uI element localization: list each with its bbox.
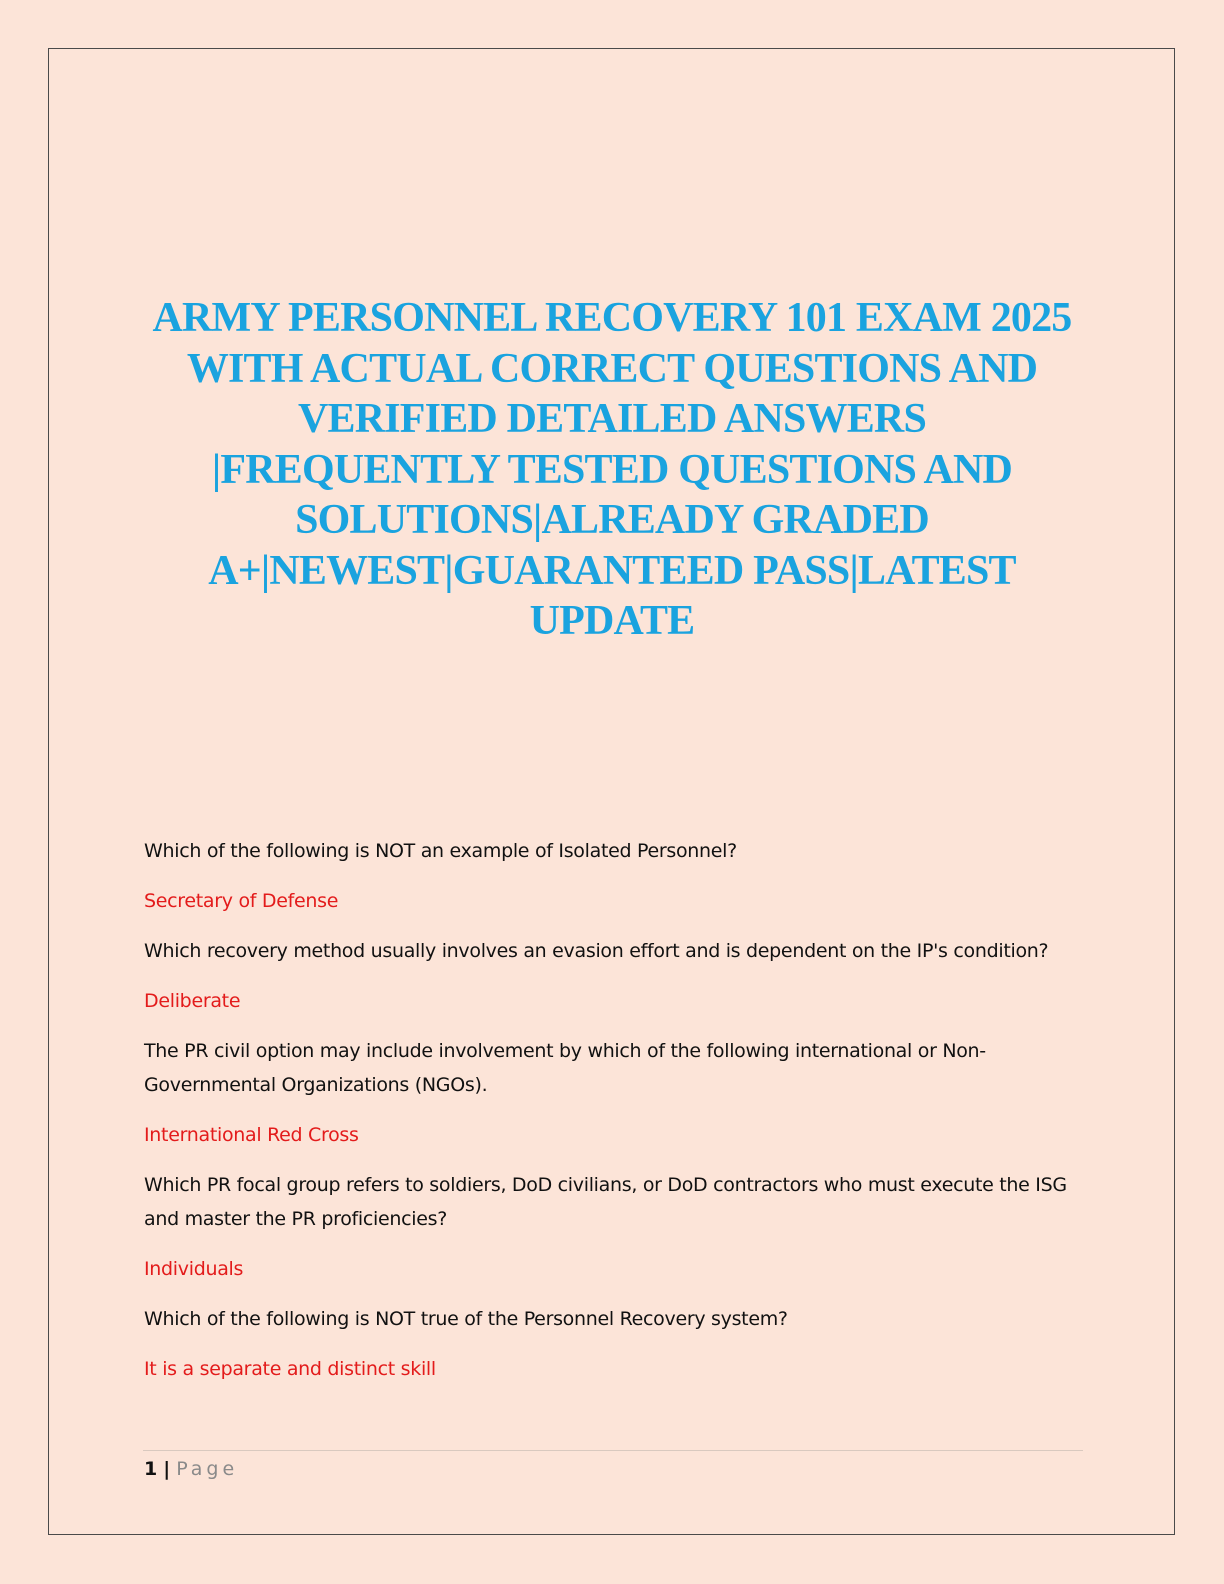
- page-label: Page: [176, 1458, 239, 1480]
- document-title: ARMY PERSONNEL RECOVERY 101 EXAM 2025 WITH ACTUAL CORRECT QUESTIONS AND VERIFIED DETAILED ANSWERS |FREQUENTLY TESTED QUESTIONS AND SOLUTIONS|ALREADY GRADED A+|NEWEST|GUARANTEED PASS|LATEST UPDATE: [152, 295, 1072, 644]
- qa-item: [144, 934, 1084, 1018]
- question-text: Which PR focal group refers to soldiers, DoD civilians, or DoD contractors who must execute the ISG and master the PR proficiencies?: [144, 1174, 1067, 1230]
- question-text: Which of the following is NOT an example of Isolated Personnel?: [144, 840, 737, 862]
- answer-text: Individuals: [144, 1258, 244, 1280]
- question-text: The PR civil option may include involvement by which of the following international or Non-Governmental Organizations (NGOs).: [144, 1040, 986, 1096]
- qa-item: [144, 1302, 1084, 1386]
- answer-text: It is a separate and distinct skill: [144, 1358, 436, 1380]
- qa-item: [144, 1034, 1084, 1152]
- page-separator: |: [163, 1458, 171, 1480]
- footer-divider: [143, 1450, 1083, 1451]
- page-number: 1: [144, 1458, 158, 1480]
- qa-item: [144, 834, 1084, 918]
- qa-list: [144, 834, 1084, 1402]
- page-footer: [144, 1454, 238, 1484]
- answer-text: Secretary of Defense: [144, 890, 339, 912]
- qa-item: [144, 1168, 1084, 1286]
- question-text: Which of the following is NOT true of the Personnel Recovery system?: [144, 1308, 788, 1330]
- answer-text: International Red Cross: [144, 1124, 359, 1146]
- answer-text: Deliberate: [144, 990, 241, 1012]
- question-text: Which recovery method usually involves an evasion effort and is dependent on the IP's condition?: [144, 940, 1049, 962]
